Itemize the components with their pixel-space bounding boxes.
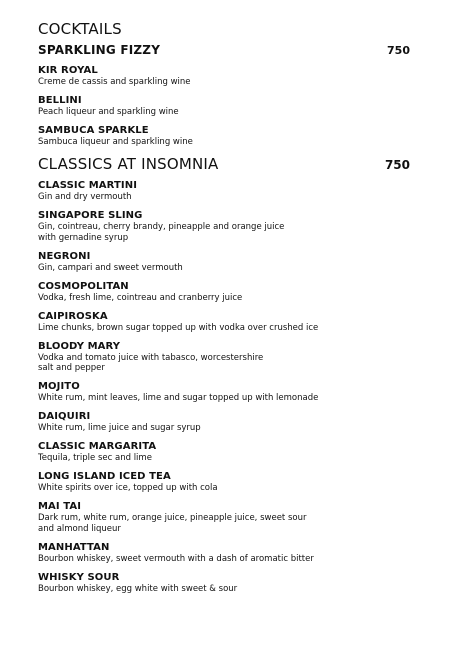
menu-item-mojito	[38, 381, 410, 404]
item-name: MANHATTAN	[38, 541, 110, 553]
item-name: NEGRONI	[38, 250, 91, 262]
item-description: Tequila, triple sec and lime	[38, 453, 152, 463]
menu-item-daiquiri	[38, 411, 410, 434]
item-description: Vodka and tomato juice with tabasco, worcestershire salt and pepper	[38, 352, 264, 373]
section-header	[38, 155, 410, 174]
item-name: BLOODY MARY	[38, 340, 121, 352]
item-description: Peach liqueur and sparkling wine	[38, 107, 179, 117]
item-name: MOJITO	[38, 381, 80, 392]
menu-item-bellini	[38, 95, 410, 118]
item-description: Bourbon whiskey, sweet vermouth with a dash of aromatic bitter	[38, 553, 314, 564]
item-name: BELLINI	[38, 95, 82, 106]
item-name: MAI TAI	[38, 501, 82, 512]
menu-item-manhattan	[38, 542, 410, 565]
item-name: COSMOPOLITAN	[38, 280, 129, 292]
menu-item-kir-royal	[38, 65, 410, 88]
menu-item-classic-martini	[38, 180, 410, 203]
item-name: LONG ISLAND ICED TEA	[38, 471, 171, 482]
item-name: DAIQUIRI	[38, 411, 91, 422]
item-description: Lime chunks, brown sugar topped up with vodka over crushed ice	[38, 322, 319, 333]
section-name: CLASSICS AT INSOMNIA	[38, 155, 219, 173]
section-name: SPARKLING FIZZY	[38, 43, 161, 57]
menu-item-long-island-iced-tea	[38, 471, 410, 494]
item-name: SINGAPORE SLING	[38, 210, 143, 221]
item-description: White rum, lime juice and sugar syrup	[38, 423, 201, 433]
menu-item-caipiroska	[38, 311, 410, 334]
item-description: Creme de cassis and sparkling wine	[38, 77, 191, 87]
menu-item-sambuca-sparkle	[38, 125, 410, 148]
section-price: 750	[387, 44, 410, 57]
item-description: Gin and dry vermouth	[38, 192, 132, 202]
section-classics-at-insomnia	[38, 155, 410, 594]
item-description: White rum, mint leaves, lime and sugar topped up with lemonade	[38, 393, 319, 403]
item-description: Gin, cointreau, cherry brandy, pineapple and orange juice with gernadine syrup	[38, 222, 285, 243]
item-description: White spirits over ice, topped up with cola	[38, 483, 218, 493]
item-description: Gin, campari and sweet vermouth	[38, 262, 183, 273]
menu-page	[38, 20, 410, 602]
menu-item-negroni	[38, 251, 410, 274]
item-description: Bourbon whiskey, egg white with sweet & sour	[38, 583, 238, 594]
item-name: KIR ROYAL	[38, 65, 98, 76]
item-name: CAIPIROSKA	[38, 310, 108, 322]
section-price: 750	[384, 158, 410, 172]
item-name: CLASSIC MARTINI	[38, 180, 138, 191]
menu-item-singapore-sling	[38, 210, 410, 243]
item-description: Dark rum, white rum, orange juice, pineapple juice, sweet sour and almond liqueur	[38, 513, 307, 534]
menu-item-mai-tai	[38, 501, 410, 534]
item-name: SAMBUCA SPARKLE	[38, 125, 149, 136]
menu-title: COCKTAILS	[38, 20, 122, 38]
item-name: CLASSIC MARGARITA	[38, 441, 157, 452]
menu-item-cosmopolitan	[38, 281, 410, 304]
item-description: Sambuca liqueur and sparkling wine	[38, 137, 193, 147]
menu-item-bloody-mary	[38, 341, 410, 374]
item-description: Vodka, fresh lime, cointreau and cranberry juice	[38, 292, 243, 303]
menu-item-whisky-sour	[38, 572, 410, 595]
menu-item-classic-margarita	[38, 441, 410, 464]
item-name: WHISKY SOUR	[38, 571, 120, 583]
section-sparkling-fizzy	[38, 43, 410, 148]
section-header	[38, 43, 410, 58]
